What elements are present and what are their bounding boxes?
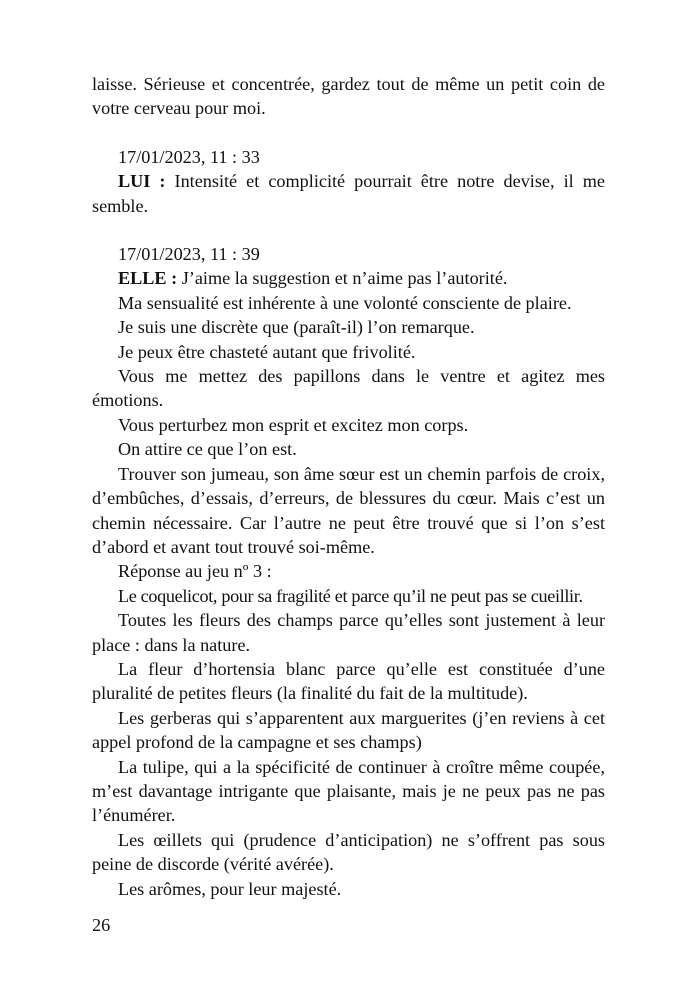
message-paragraph <box>92 169 605 218</box>
speaker-label: ELLE : <box>118 268 178 289</box>
intro-paragraph: laisse. Sérieuse et concentrée, gardez tout de même un petit coin de votre cerveau pour moi. <box>92 74 605 119</box>
paragraph: Les gerberas qui s’apparentent aux marguerites (j’en reviens à cet appel profond de la campagne et ses champs) <box>92 707 605 753</box>
paragraph: Je suis une discrète que (paraît-il) l’on remarque. <box>118 317 475 338</box>
paragraph: On attire ce que l’on est. <box>118 439 297 460</box>
spacer <box>92 121 605 145</box>
paragraph: Le coquelicot, pour sa fragilité et parce qu’il ne peut pas se cueillir. <box>118 585 583 606</box>
timestamp: 17/01/2023, 11 : 33 <box>118 146 260 167</box>
message-text: J’aime la suggestion et n’aime pas l’autorité. <box>177 268 508 289</box>
paragraph: Trouver son jumeau, son âme sœur est un chemin parfois de croix, d’embûches, d’essais, d’erreurs, de blessures du cœur. Mais c’est un chemin nécessaire. Car l’autre ne peut être trouvé que si l’on s’est d’abord et avant tout trouvé soi-même. <box>92 463 605 557</box>
paragraph: Toutes les fleurs des champs parce qu’elles sont justement à leur place : dans la nature. <box>92 610 605 655</box>
message-paragraph <box>92 266 605 290</box>
paragraph: Ma sensualité est inhérente à une volonté consciente de plaire. <box>118 292 572 313</box>
paragraph: La fleur d’hortensia blanc parce qu’elle est constituée d’une pluralité de petites fleurs (la finalité du fait de la multitude). <box>92 658 605 704</box>
message-text: Intensité et complicité pourrait être notre devise, il me semble. <box>92 171 605 216</box>
paragraph: Les œillets qui (prudence d’anticipation) ne s’offrent pas sous peine de discorde (vérité avérée). <box>92 829 605 875</box>
page-number: 26 <box>92 915 111 935</box>
paragraph: Les arômes, pour leur majesté. <box>118 878 342 899</box>
timestamp: 17/01/2023, 11 : 39 <box>118 244 260 265</box>
page-body <box>92 72 605 901</box>
paragraph: Vous me mettez des papillons dans le ventre et agitez mes émotions. <box>92 366 605 411</box>
paragraph: Vous perturbez mon esprit et excitez mon corps. <box>118 414 469 435</box>
paragraph: La tulipe, qui a la spécificité de continuer à croître même coupée, m’est davantage intrigante que plaisante, mais je ne peux pas ne pas l’énumérer. <box>92 756 605 826</box>
paragraph: Réponse au jeu nº 3 : <box>118 561 272 582</box>
paragraph: Je peux être chasteté autant que frivolité. <box>118 341 416 362</box>
speaker-label: LUI : <box>118 171 166 192</box>
spacer <box>92 218 605 242</box>
